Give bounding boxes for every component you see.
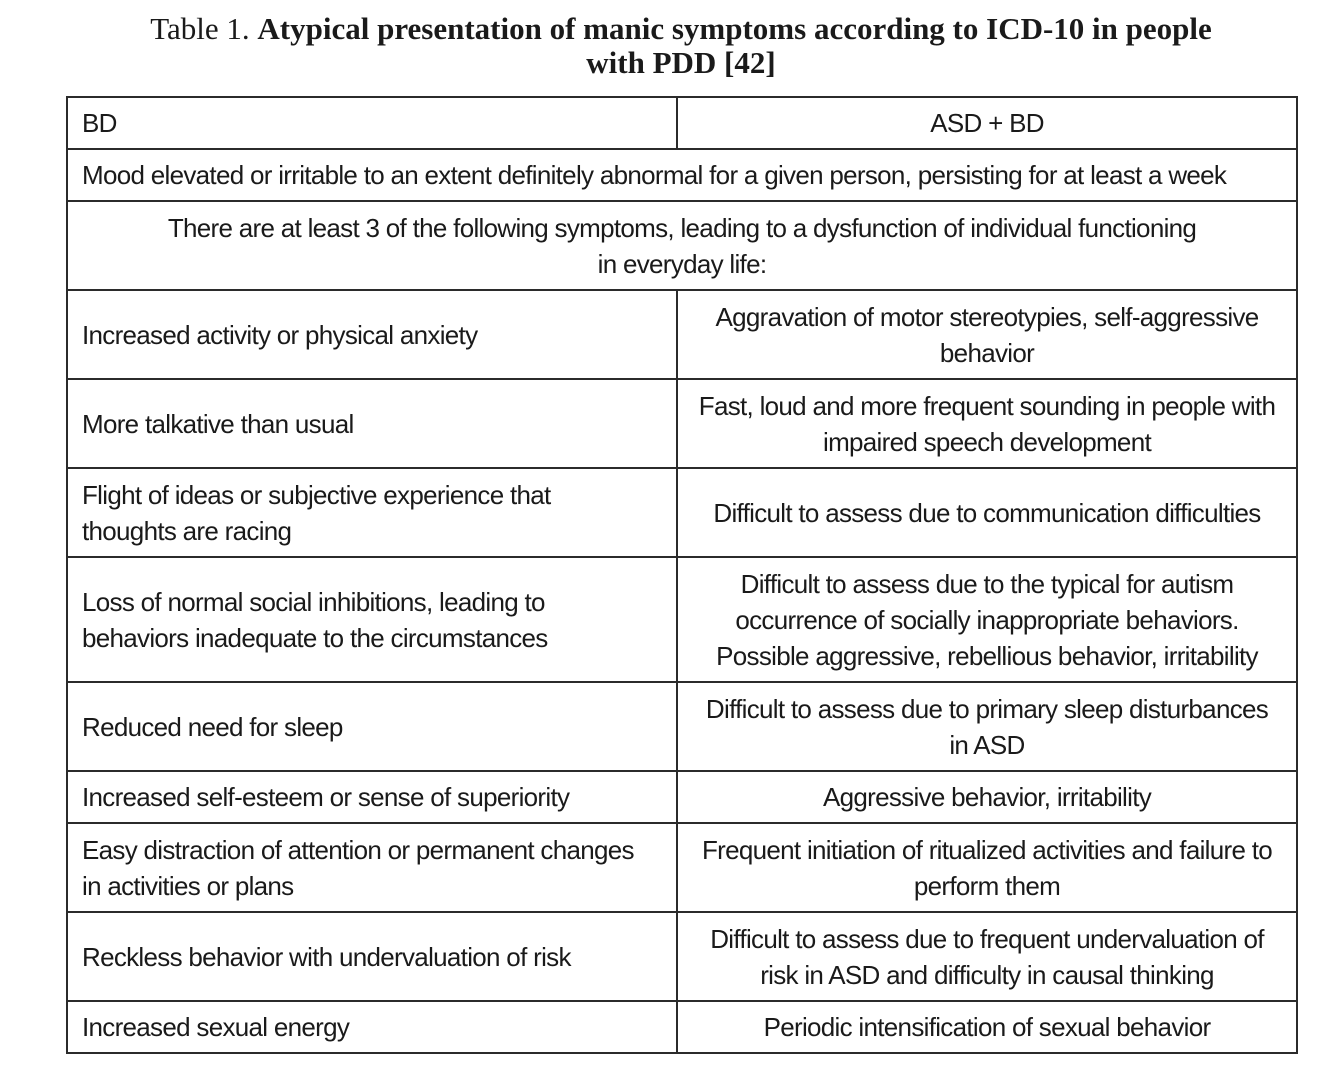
bd-symptom-cell — [67, 379, 677, 468]
caption-title-line-2: with PDD [42] — [586, 45, 776, 80]
bd-symptom-cell — [67, 468, 677, 557]
bd-symptom-line: More talkative than usual — [82, 408, 354, 439]
asd-bd-presentation-line: Periodic intensification of sexual behavior — [763, 1012, 1211, 1042]
symptom-row — [67, 771, 1297, 823]
table-caption — [66, 12, 1296, 80]
bd-symptom-line: Increased sexual energy — [82, 1012, 350, 1042]
symptoms-intro-line-2: in everyday life: — [597, 248, 767, 279]
symptom-row — [67, 557, 1297, 682]
asd-bd-presentation-cell — [677, 290, 1297, 379]
bd-symptom-cell — [67, 557, 677, 682]
caption-title-line-1: Atypical presentation of manic symptoms according to ICD-10 in people — [257, 11, 1212, 46]
bd-symptom-line: behaviors inadequate to the circumstances — [82, 622, 548, 653]
asd-bd-presentation-cell — [677, 379, 1297, 468]
bd-symptom-line: Reckless behavior with undervaluation of risk — [82, 941, 571, 972]
asd-bd-presentation-cell — [677, 468, 1297, 557]
bd-symptom-line: Reduced need for sleep — [82, 711, 343, 742]
bd-symptom-cell — [67, 823, 677, 912]
symptom-row — [67, 682, 1297, 771]
symptom-row — [67, 379, 1297, 468]
asd-bd-presentation-cell — [677, 823, 1297, 912]
asd-bd-presentation-cell — [677, 557, 1297, 682]
bd-symptom-line: Increased activity or physical anxiety — [82, 319, 478, 350]
asd-bd-presentation-line: Fast, loud and more frequent sounding in people with — [698, 390, 1276, 421]
asd-bd-presentation-line: risk in ASD and difficulty in causal thinking — [760, 959, 1214, 990]
bd-symptom-line: Loss of normal social inhibitions, leading to — [82, 586, 545, 617]
asd-bd-presentation-line: Aggravation of motor stereotypies, self-aggressive — [715, 301, 1259, 332]
bd-symptom-line: thoughts are racing — [82, 515, 292, 546]
header-bd: BD — [67, 97, 677, 149]
asd-bd-presentation-line: perform them — [913, 870, 1061, 901]
symptom-row — [67, 468, 1297, 557]
asd-bd-presentation-line: behavior — [939, 337, 1035, 368]
asd-bd-presentation-line: Difficult to assess due to frequent undervaluation of — [710, 923, 1264, 954]
header-row — [67, 97, 1297, 149]
bd-symptom-cell — [67, 912, 677, 1001]
symptom-row — [67, 1001, 1297, 1053]
asd-bd-presentation-line: impaired speech development — [823, 426, 1151, 457]
symptoms-table — [66, 96, 1298, 1054]
asd-bd-presentation-cell — [677, 771, 1297, 823]
asd-bd-presentation-line: Aggressive behavior, irritability — [822, 782, 1152, 812]
symptom-row — [67, 823, 1297, 912]
asd-bd-presentation-line: Possible aggressive, rebellious behavior, irritability — [716, 640, 1258, 671]
asd-bd-presentation-cell — [677, 912, 1297, 1001]
asd-bd-presentation-line: occurrence of socially inappropriate behaviors. — [735, 604, 1239, 635]
asd-bd-presentation-line: Difficult to assess due to the typical for autism — [740, 568, 1234, 599]
asd-bd-presentation-line: in ASD — [949, 729, 1025, 760]
header-asd-bd: ASD + BD — [677, 97, 1297, 149]
asd-bd-presentation-cell — [677, 682, 1297, 771]
bd-symptom-line: Flight of ideas or subjective experience that — [82, 479, 551, 510]
mood-criterion: Mood elevated or irritable to an extent definitely abnormal for a given person, persisting for at least a week — [67, 149, 1297, 201]
asd-bd-presentation-line: Difficult to assess due to communication difficulties — [713, 497, 1261, 528]
mood-row — [67, 149, 1297, 201]
asd-bd-presentation-line: Difficult to assess due to primary sleep disturbances — [705, 693, 1269, 724]
symptom-row — [67, 290, 1297, 379]
bd-symptom-cell — [67, 771, 677, 823]
bd-symptom-line: Easy distraction of attention or permanent changes — [82, 834, 634, 865]
symptoms-intro — [67, 201, 1297, 290]
bd-symptom-cell — [67, 290, 677, 379]
symptoms-intro-line-1: There are at least 3 of the following symptoms, leading to a dysfunction of individual functioning — [167, 212, 1197, 243]
caption-label: Table 1. — [150, 11, 250, 46]
bd-symptom-line: in activities or plans — [82, 870, 294, 901]
symptom-row — [67, 912, 1297, 1001]
symptoms-intro-row — [67, 201, 1297, 290]
caption-line-1 — [66, 12, 1296, 46]
bd-symptom-cell — [67, 682, 677, 771]
bd-symptom-cell — [67, 1001, 677, 1053]
asd-bd-presentation-line: Frequent initiation of ritualized activities and failure to — [701, 834, 1273, 865]
bd-symptom-line: Increased self-esteem or sense of superiority — [82, 782, 570, 812]
asd-bd-presentation-cell — [677, 1001, 1297, 1053]
